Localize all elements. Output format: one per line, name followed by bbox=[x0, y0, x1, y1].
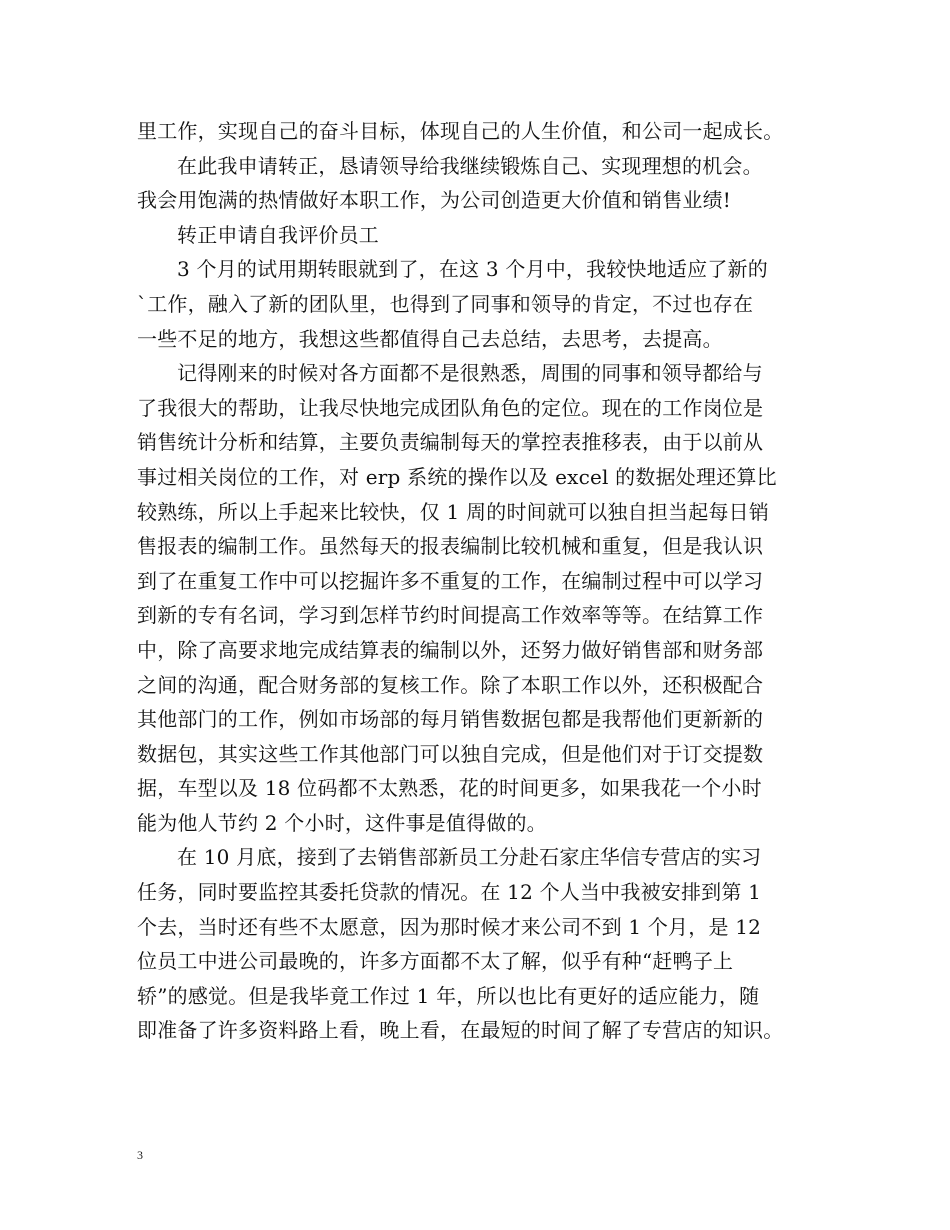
text-line: 销售统计分析和结算，主要负责编制每天的掌控表推移表，由于以前从 bbox=[137, 430, 764, 455]
text-line: 即准备了许多资料路上看，晚上看，在最短的时间了解了专营店的知识。 bbox=[137, 1018, 784, 1043]
text-line: 中，除了高要求地完成结算表的编制以外，还努力做好销售部和财务部 bbox=[137, 637, 764, 662]
text-line: 了我很大的帮助，让我尽快地完成团队角色的定位。现在的工作岗位是 bbox=[137, 395, 764, 420]
text-line: 能为他人节约 2 个小时，这件事是值得做的。 bbox=[137, 810, 547, 835]
text-line: 里工作，实现自己的奋斗目标，体现自己的人生价值，和公司一起成长。 bbox=[137, 119, 784, 143]
text-line: 位员工中进公司最晚的，许多方面都不太了解，似乎有种“赶鸭子上 bbox=[137, 949, 734, 974]
text-line: 到新的专有名词，学习到怎样节约时间提高工作效率等等。在结算工作 bbox=[137, 603, 764, 628]
text-line: 我会用饱满的热情做好本职工作，为公司创造更大价值和销售业绩! bbox=[137, 188, 732, 213]
text-line: 记得刚来的时候对各方面都不是很熟悉，周围的同事和领导都给与 bbox=[177, 361, 763, 386]
text-line: 到了在重复工作中可以挖掘许多不重复的工作，在编制过程中可以学习 bbox=[137, 568, 764, 593]
text-line: 个去，当时还有些不太愿意，因为那时候才来公司不到 1 个月，是 12 bbox=[137, 914, 762, 939]
text-line: 在 10 月底，接到了去销售部新员工分赴石家庄华信专营店的实习 bbox=[177, 845, 762, 870]
text-line: 较熟练，所以上手起来比较快，仅 1 周的时间就可以独自担当起每日销 bbox=[137, 499, 770, 524]
text-line: 售报表的编制工作。虽然每天的报表编制比较机械和重复，但是我认识 bbox=[137, 534, 764, 559]
text-line: `工作，融入了新的团队里，也得到了同事和领导的肯定，不过也存在 bbox=[137, 291, 754, 316]
text-line: 在此我申请转正，恳请领导给我继续锻炼自己、实现理想的机会。 bbox=[177, 153, 763, 178]
text-line: 其他部门的工作，例如市场部的每月销售数据包都是我帮他们更新新的 bbox=[137, 707, 764, 732]
text-line: 转正申请自我评价员工 bbox=[177, 222, 379, 247]
text-line: 3 个月的试用期转眼就到了，在这 3 个月中，我较快地适应了新的 bbox=[177, 257, 768, 282]
page-number: 3 bbox=[137, 1148, 143, 1162]
text-line: 据，车型以及 18 位码都不太熟悉，花的时间更多，如果我花一个小时 bbox=[137, 776, 762, 801]
text-line: 之间的沟通，配合财务部的复核工作。除了本职工作以外，还积极配合 bbox=[137, 672, 764, 697]
text-line: 轿”的感觉。但是我毕竟工作过 1 年，所以也比有更好的适应能力，随 bbox=[137, 983, 760, 1008]
document-body bbox=[137, 114, 827, 1048]
text-line: 事过相关岗位的工作，对 erp 系统的操作以及 excel 的数据处理还算比 bbox=[137, 464, 777, 489]
text-line: 一些不足的地方，我想这些都值得自己去总结，去思考，去提高。 bbox=[137, 326, 723, 351]
text-line: 数据包，其实这些工作其他部门可以独自完成，但是他们对于订交提数 bbox=[137, 741, 764, 766]
text-line: 任务，同时要监控其委托贷款的情况。在 12 个人当中我被安排到第 1 bbox=[137, 880, 762, 905]
